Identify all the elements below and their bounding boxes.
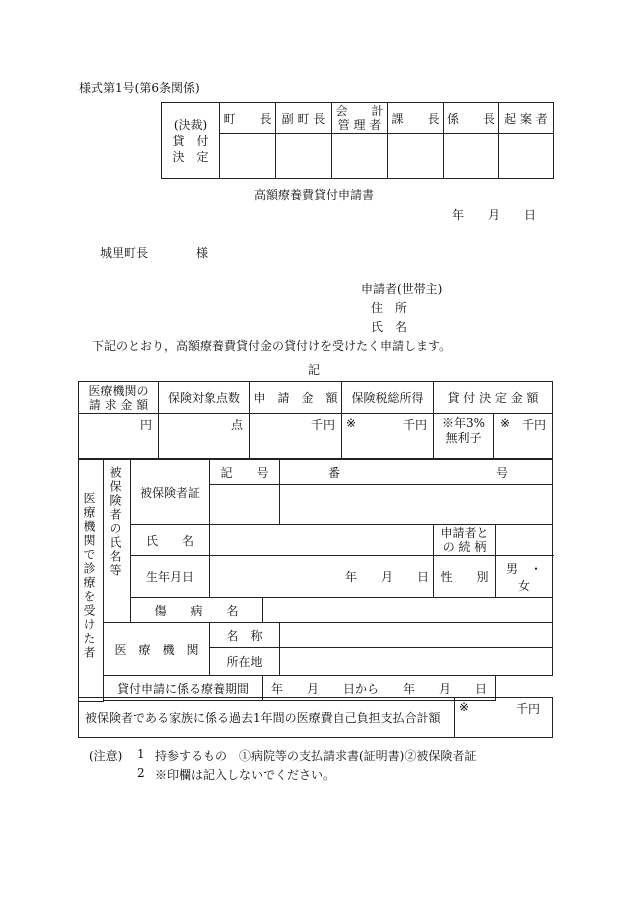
- stamp-cell[interactable]: [332, 134, 388, 179]
- insured-label: 被保険者の氏名等: [104, 460, 131, 623]
- institution-name-label: 名 称: [210, 623, 280, 648]
- card-label: 被保険者証: [131, 460, 210, 525]
- date-line: 年 月 日: [452, 208, 537, 222]
- period-field[interactable]: 年 月 日から 年 月 日: [263, 676, 496, 701]
- period-label: 貸付申請に係る療養期間: [104, 676, 263, 701]
- note-1: 持参するもの ①病院等の支払請求書(証明書)②被保険者証: [155, 749, 477, 763]
- income-field[interactable]: ※ 千円: [342, 414, 434, 459]
- approval-col-deputy: 副 町 長: [276, 103, 332, 134]
- dob-field[interactable]: 年 月 日: [210, 556, 434, 598]
- note-1-number: 1: [137, 747, 145, 761]
- applicant-address-label: 住 所: [371, 301, 408, 315]
- amount-table: [78, 381, 553, 459]
- header-points: 保険対象点数: [159, 382, 250, 414]
- header-request-amount: 申 請 金 額: [250, 382, 342, 414]
- header-income: 保険税総所得: [342, 382, 434, 414]
- form-number: 様式第1号(第6条関係): [79, 81, 200, 95]
- approval-col-section-chief: 課 長: [388, 103, 444, 134]
- institution-address-label: 所在地: [210, 648, 280, 676]
- relation-field[interactable]: [496, 525, 553, 556]
- name-field[interactable]: [210, 525, 434, 556]
- loan-decision-field[interactable]: ※ 千円: [494, 414, 553, 459]
- page-title: 高額療養費貸付申請書: [254, 188, 375, 202]
- applicant-name-label: 氏 名: [371, 320, 408, 334]
- header-loan-decision: 貸 付 決 定 金 額: [434, 382, 553, 414]
- stamp-cell[interactable]: [276, 134, 332, 179]
- note-2: ※印欄は記入しないでください。: [155, 768, 336, 782]
- institution-label: 医 療 機 関: [104, 623, 210, 676]
- number-field[interactable]: [280, 485, 553, 525]
- note-2-number: 2: [137, 766, 145, 780]
- relation-label: 申請者と の 続 柄: [434, 525, 496, 556]
- sex-label: 性 別: [434, 556, 496, 598]
- claim-amount-field[interactable]: 円: [79, 414, 159, 459]
- total-field[interactable]: ※ 千円: [455, 698, 553, 738]
- header-claim-amount: 医療機関の 請 求 金 額: [79, 382, 159, 414]
- intro-text: 下記のとおり，高額療養費貸付金の貸付けを受けたく申請します。: [92, 339, 452, 353]
- stamp-cell[interactable]: [388, 134, 444, 179]
- institution-address-field[interactable]: [280, 648, 553, 676]
- number-label: 番 号: [280, 460, 553, 485]
- disease-label: 傷 病 名: [131, 598, 263, 623]
- addressee-suffix: 様: [196, 246, 209, 260]
- stamp-cell[interactable]: [499, 134, 554, 179]
- approval-label: (決裁) 貸 付 決 定: [162, 103, 220, 179]
- addressee-name: 城里町長: [100, 246, 149, 260]
- symbol-field[interactable]: [210, 485, 280, 525]
- approval-col-drafter: 起 案 者: [499, 103, 554, 134]
- request-amount-field[interactable]: 千円: [250, 414, 342, 459]
- approval-table: [161, 102, 554, 179]
- disease-field[interactable]: [263, 598, 553, 623]
- approval-col-mayor: 町 長: [220, 103, 276, 134]
- applicant-label: 申請者(世帯主): [361, 282, 443, 296]
- institution-name-field[interactable]: [280, 623, 553, 648]
- total-table: [78, 697, 553, 738]
- stamp-cell[interactable]: [220, 134, 276, 179]
- outer-label: 医療機関で診療を受けた者: [79, 460, 104, 702]
- symbol-label: 記 号: [210, 460, 280, 485]
- approval-col-unit-chief: 係 長: [444, 103, 499, 134]
- name-label: 氏 名: [131, 525, 210, 556]
- total-label: 被保険者である家族に係る過去1年間の医療費自己負担支払合計額: [79, 698, 455, 738]
- patient-table: [78, 459, 553, 702]
- notes-label: (注意): [89, 749, 123, 763]
- stamp-cell[interactable]: [444, 134, 499, 179]
- dob-label: 生年月日: [131, 556, 210, 598]
- interest-note: ※年3% 無利子: [434, 414, 494, 459]
- sex-field[interactable]: 男 ・ 女: [496, 556, 553, 598]
- approval-col-accounting: 会 計 管 理 者: [332, 103, 388, 134]
- ki-heading: 記: [308, 363, 321, 377]
- points-field[interactable]: 点: [159, 414, 250, 459]
